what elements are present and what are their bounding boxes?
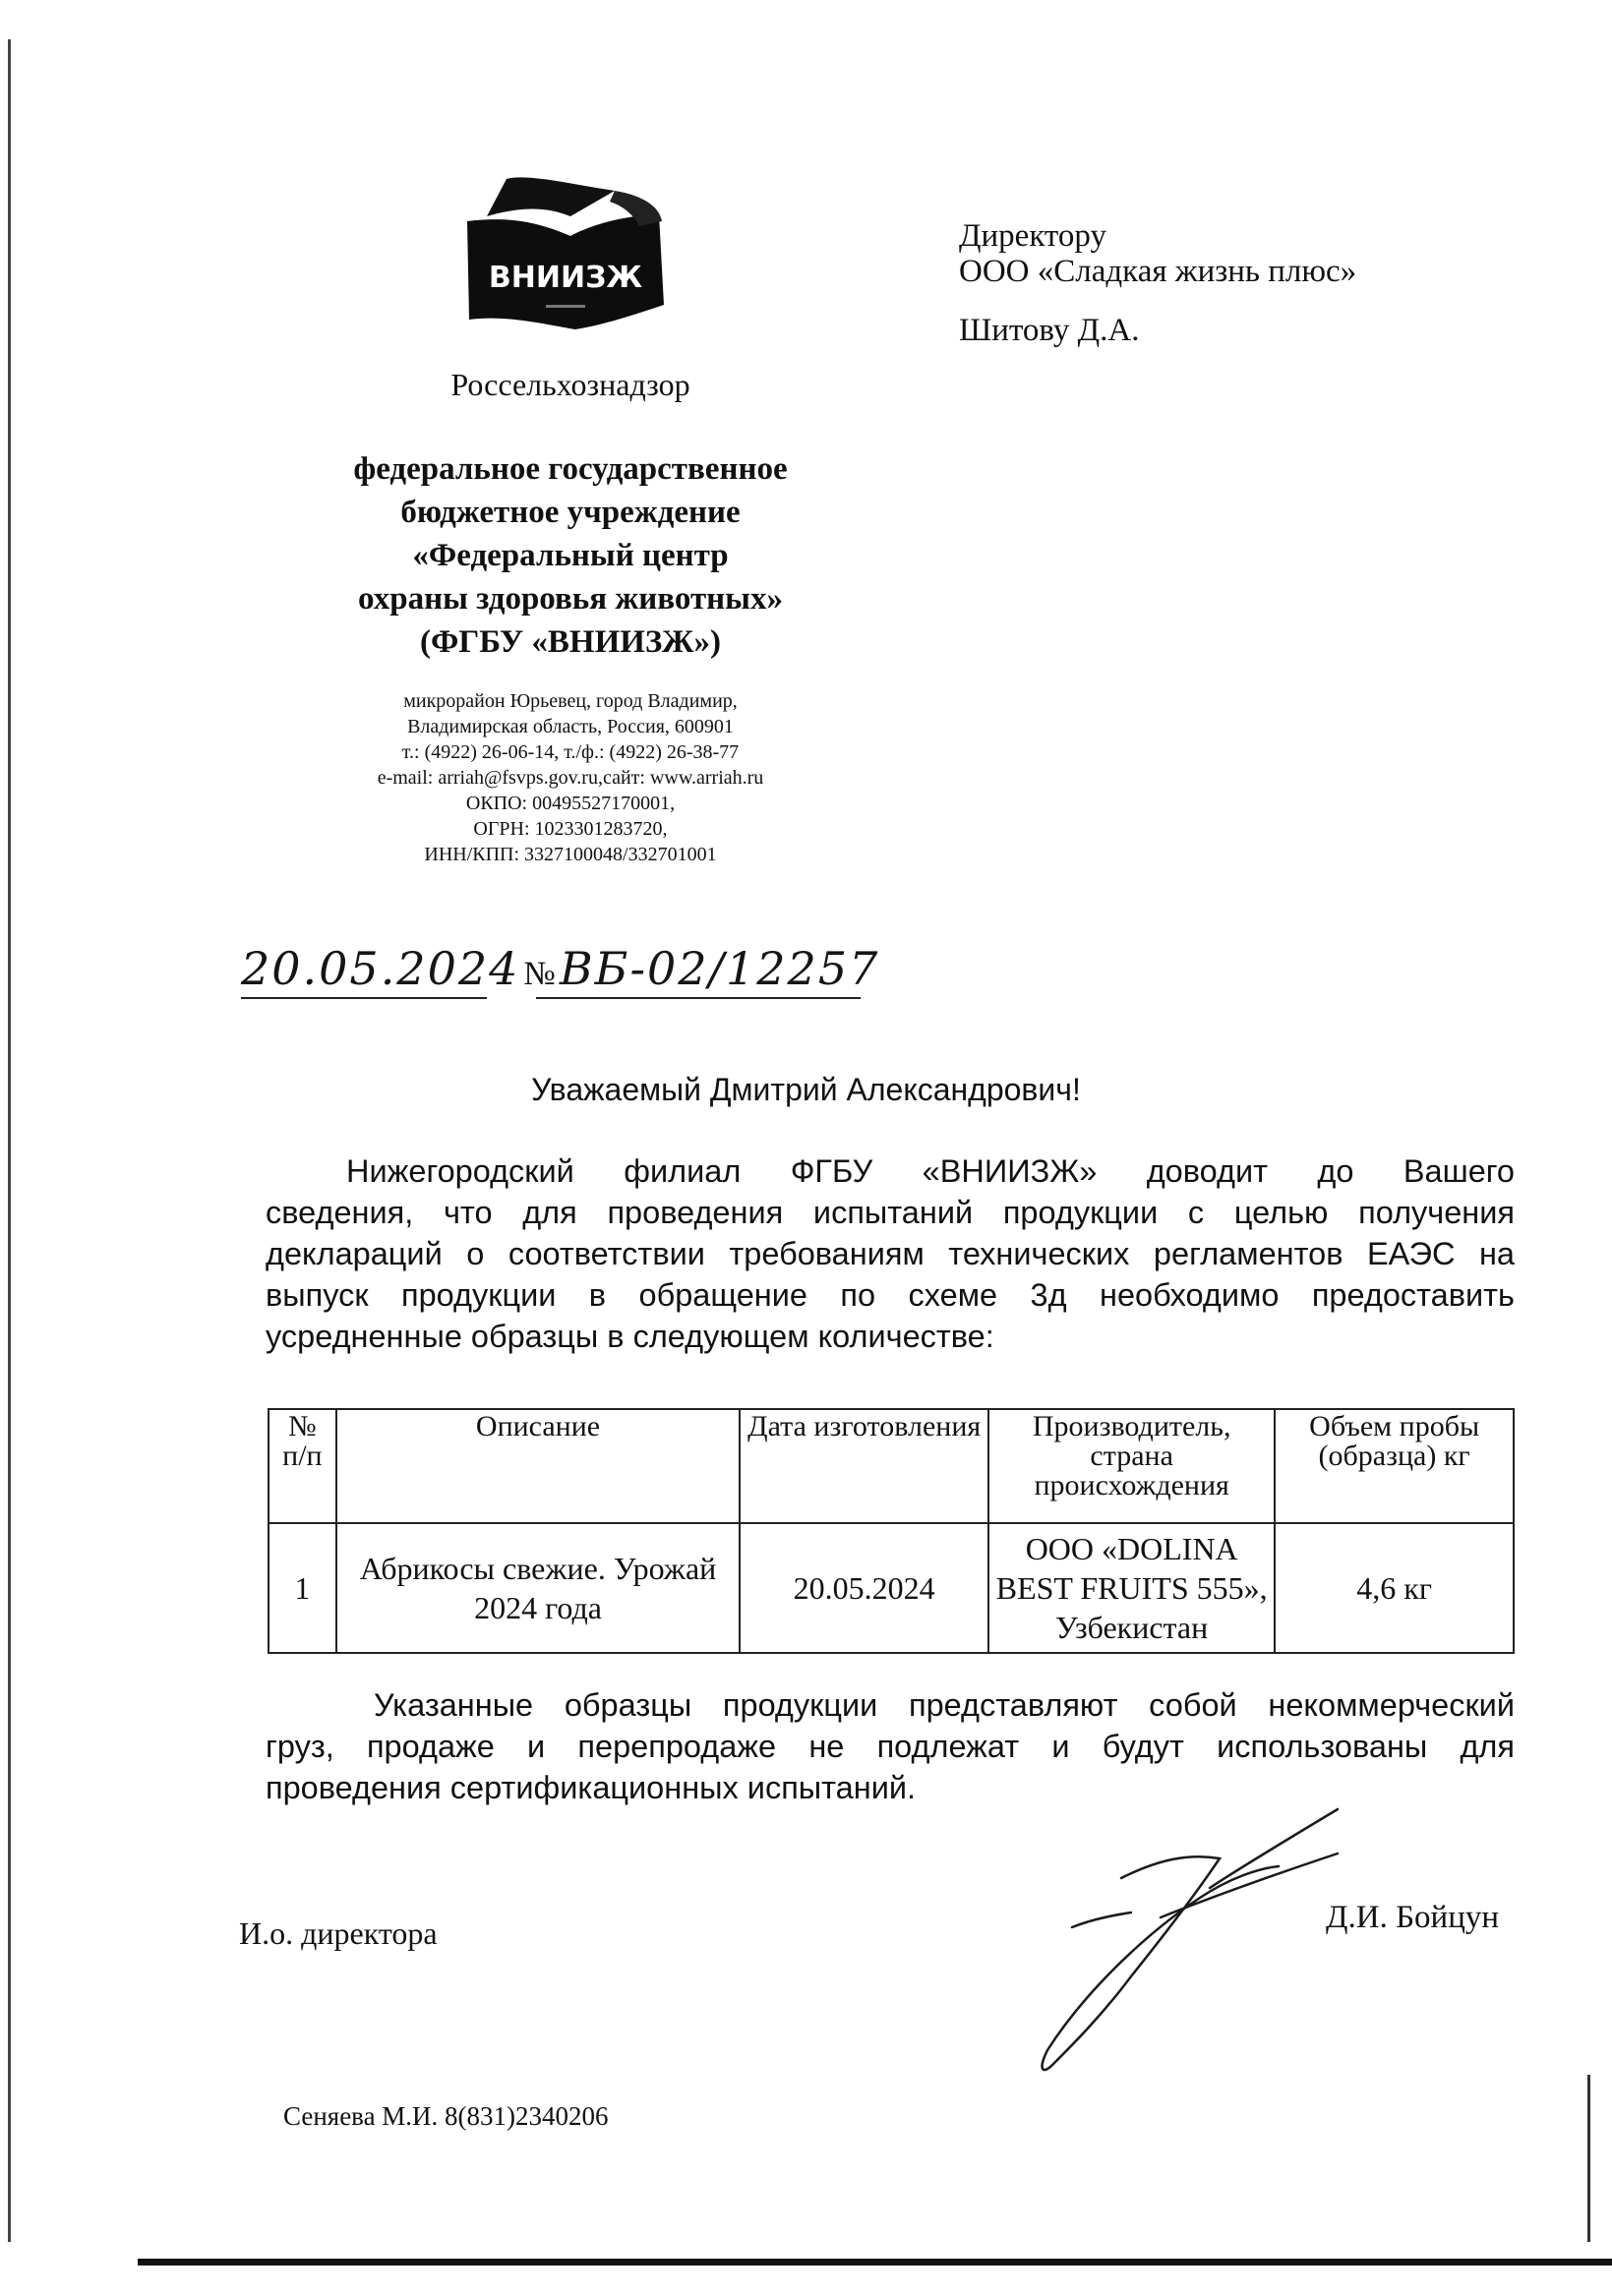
addressee-name: Шитову Д.А.	[959, 313, 1140, 348]
addressee-block	[959, 218, 1356, 348]
greeting: Уважаемый Дмитрий Александрович!	[531, 1072, 1081, 1107]
paragraph-line: сведения, что для проведения испытаний продукции с целью получения	[266, 1195, 1515, 1230]
paragraph-notice	[266, 1684, 1515, 1808]
scan-edge-right	[1587, 2075, 1590, 2242]
organization-address	[246, 688, 895, 867]
handwritten-signature	[1013, 1799, 1387, 2094]
paragraph-line: усредненные образцы в следующем количестве:	[266, 1319, 994, 1354]
column-header-number: № п/п	[269, 1409, 336, 1523]
registration-date: 20.05.2024	[241, 942, 520, 995]
org-line: «Федеральный центр	[412, 538, 729, 573]
agency-name: Россельхознадзор	[450, 367, 690, 402]
org-line: бюджетное учреждение	[400, 495, 741, 530]
signer-role: И.о. директора	[239, 1915, 438, 1951]
scan-edge-bottom	[138, 2259, 1612, 2266]
column-header-description: Описание	[336, 1409, 741, 1523]
addressee-company: ООО «Сладкая жизнь плюс»	[959, 254, 1357, 289]
scan-edge-left	[8, 39, 11, 2242]
logo-text: ВНИИЗЖ	[488, 261, 643, 295]
column-header-date: Дата изготовления	[740, 1409, 988, 1523]
org-line: (ФГБУ «ВНИИЗЖ»)	[419, 624, 722, 660]
registration-underline	[241, 997, 487, 999]
paragraph-line: проведения сертификационных испытаний.	[266, 1770, 917, 1805]
cell-date: 20.05.2024	[740, 1523, 988, 1653]
samples-table	[268, 1408, 1515, 1654]
paragraph-line: Указанные образцы продукции представляют собой некоммерческий	[374, 1687, 1515, 1723]
address-line: микрорайон Юрьевец, город Владимир,	[403, 690, 738, 712]
registration-line	[241, 942, 879, 1001]
vniizzh-logo	[467, 177, 674, 344]
address-line: т.: (4922) 26-06-14, т./ф.: (4922) 26-38-77	[401, 741, 740, 763]
organization-name	[295, 447, 846, 664]
address-line: ОКПО: 00495527170001,	[465, 793, 676, 814]
address-line: e-mail: arriah@fsvps.gov.ru,сайт: www.arriah.ru	[377, 767, 764, 789]
registration-number: ВБ-02/12257	[559, 942, 880, 995]
paragraph-intro	[266, 1150, 1515, 1357]
address-line: ИНН/КПП: 3327100048/332701001	[424, 844, 717, 865]
registration-underline	[536, 997, 861, 999]
table-header-row	[269, 1409, 1514, 1523]
addressee-position: Директору	[959, 218, 1106, 254]
contact-person: Сеняева М.И. 8(831)2340206	[283, 2101, 609, 2131]
signer-name: Д.И. Бойцун	[1326, 1900, 1500, 1935]
cell-number: 1	[269, 1523, 336, 1653]
cell-description: Абрикосы свежие. Урожай 2024 года	[336, 1523, 741, 1653]
column-header-volume: Объем пробы (образца) кг	[1275, 1409, 1514, 1523]
paragraph-line: деклараций о соответствии требованиям технических регламентов ЕАЭС на	[266, 1236, 1515, 1271]
address-line: ОГРН: 1023301283720,	[473, 818, 668, 840]
number-sign: №	[523, 956, 556, 992]
cell-volume: 4,6 кг	[1275, 1523, 1514, 1653]
column-header-manufacturer: Производитель, страна происхождения	[988, 1409, 1275, 1523]
address-line: Владимирская область, Россия, 600901	[407, 716, 734, 737]
org-line: федеральное государственное	[353, 451, 788, 487]
paragraph-line: Нижегородский филиал ФГБУ «ВНИИЗЖ» доводит до Вашего	[346, 1153, 1515, 1189]
cell-manufacturer: ООО «DOLINA BEST FRUITS 555», Узбекистан	[988, 1523, 1275, 1653]
org-line: охраны здоровья животных»	[358, 581, 783, 617]
paragraph-line: груз, продаже и перепродаже не подлежат и будут использованы для	[266, 1729, 1515, 1764]
table-row	[269, 1523, 1514, 1653]
paragraph-line: выпуск продукции в обращение по схеме 3д необходимо предоставить	[266, 1277, 1515, 1313]
